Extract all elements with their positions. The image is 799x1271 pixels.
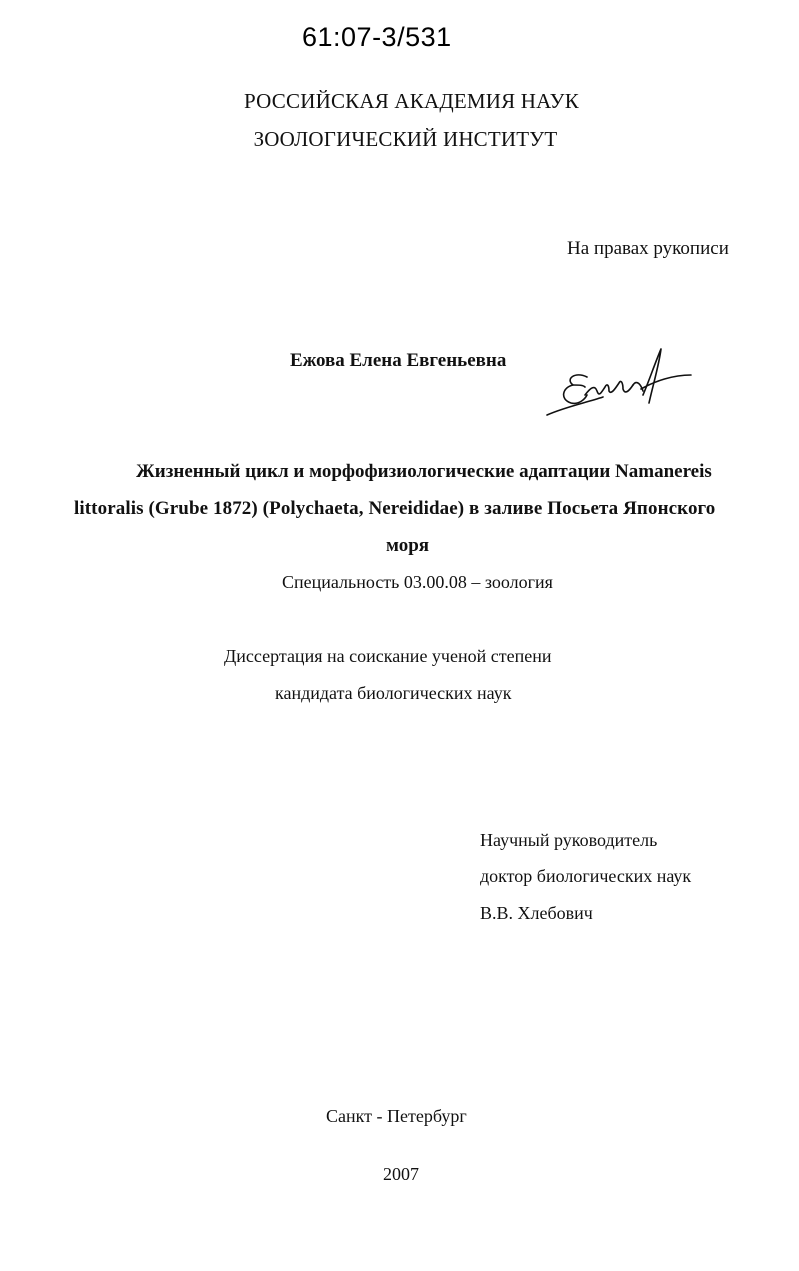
dissertation-title-line-3: моря [386, 535, 430, 556]
specialty: Специальность 03.00.08 – зоология [282, 572, 553, 592]
archive-code: 61:07-3/531 [302, 22, 452, 52]
author-name: Ежова Елена Евгеньевна [290, 350, 507, 371]
manuscript-note: На правах рукописи [567, 238, 729, 259]
supervisor-degree: доктор биологических наук [480, 866, 692, 886]
dissertation-title-line-2: littoralis (Grube 1872) (Polychaeta, Nereididae) в заливе Посьета Японского [74, 498, 716, 519]
dissertation-degree-line-1: Диссертация на соискание ученой степени [224, 646, 552, 666]
year: 2007 [383, 1164, 419, 1184]
supervisor-name: В.В. Хлебович [480, 903, 593, 923]
city: Санкт - Петербург [326, 1106, 467, 1126]
academy-name: РОССИЙСКАЯ АКАДЕМИЯ НАУК [244, 89, 579, 113]
supervisor-role: Научный руководитель [480, 830, 658, 850]
dissertation-title-line-1: Жизненный цикл и морфофизиологические адаптации Namanereis [136, 461, 712, 482]
handwritten-signature [545, 345, 695, 430]
dissertation-degree-line-2: кандидата биологических наук [275, 683, 512, 703]
institute-name: ЗООЛОГИЧЕСКИЙ ИНСТИТУТ [253, 127, 558, 151]
